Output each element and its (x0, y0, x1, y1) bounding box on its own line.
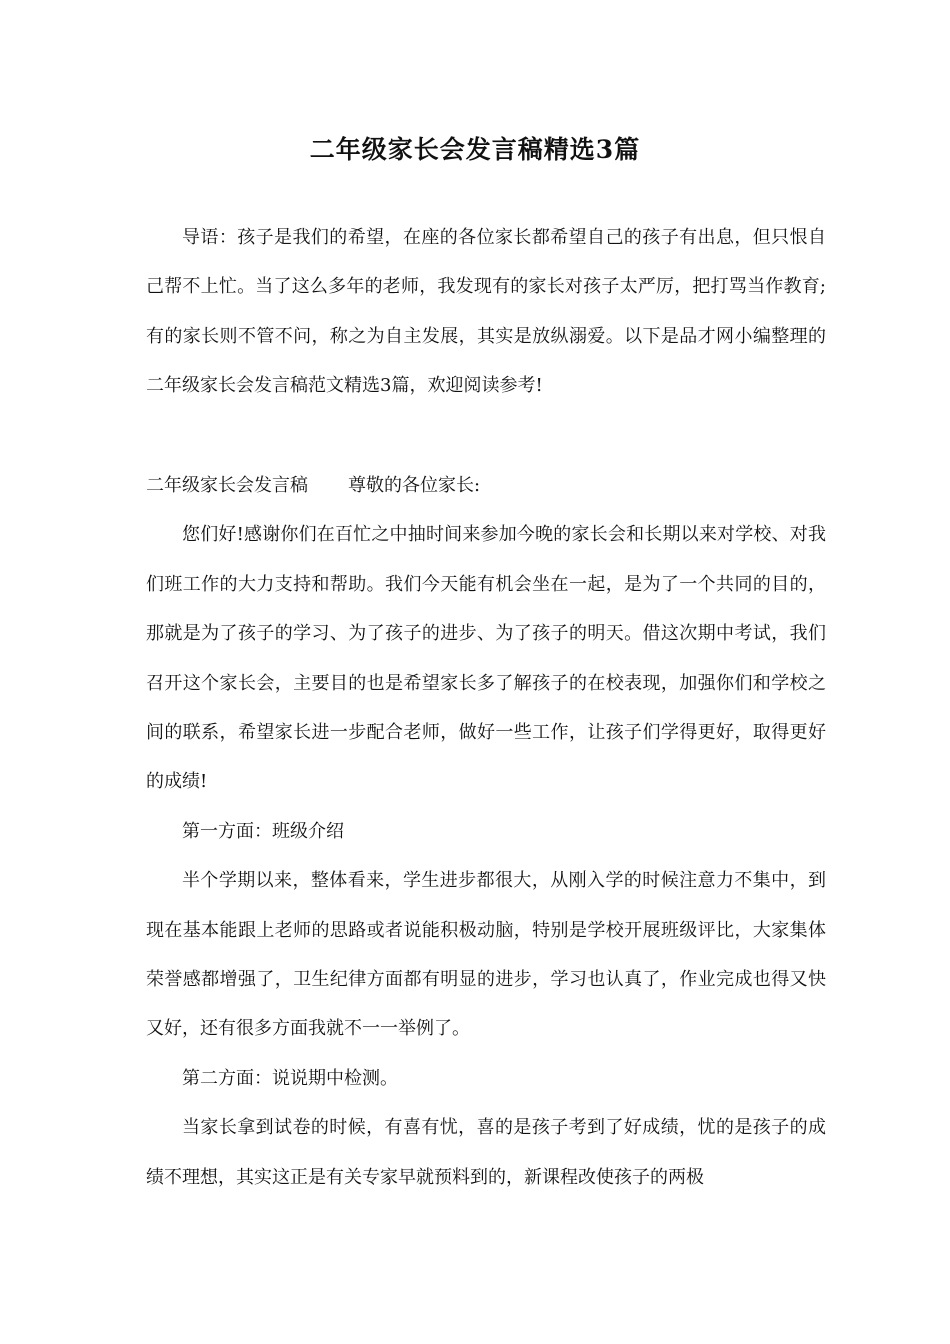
speech-block (146, 461, 826, 1202)
paragraph-class-intro: 半个学期以来，整体看来，学生进步都很大，从刚入学的时候注意力不集中，到现在基本能跟上老师的思路或者说能积极动脑，特别是学校开展班级评比，大家集体荣誉感都增强了，卫生纪律方面都有明显的进步，学习也认真了，作业完成也得又快又好，还有很多方面我就不一一举例了。 (146, 870, 826, 1040)
document-title: 二年级家长会发言稿精选3篇 (309, 135, 641, 164)
intro-block (146, 213, 826, 411)
intro-paragraph: 导语：孩子是我们的希望，在座的各位家长都希望自己的孩子有出息，但只恨自己帮不上忙。当了这么多年的老师，我发现有的家长对孩子太严厉，把打骂当作教育;有的家长则不管不问，称之为自主发展，其实是放纵溺爱。以下是品才网小编整理的二年级家长会发言稿范文精选3篇，欢迎阅读参考! (146, 227, 826, 397)
paragraph-midterm: 当家长拿到试卷的时候，有喜有忧，喜的是孩子考到了好成绩，忧的是孩子的成绩不理想，其实这正是有关专家早就预料到的，新课程改使孩子的两极 (146, 1117, 826, 1188)
section-heading-line (146, 461, 826, 510)
subheading-midterm: 第二方面：说说期中检测。 (182, 1067, 398, 1089)
greeting: 尊敬的各位家长: (348, 475, 481, 496)
subheading-class-intro: 第一方面：班级介绍 (182, 820, 344, 842)
paragraph-welcome: 您们好!感谢你们在百忙之中抽时间来参加今晚的家长会和长期以来对学校、对我们班工作的大力支持和帮助。我们今天能有机会坐在一起，是为了一个共同的目的，那就是为了孩子的学习、为了孩子的进步、为了孩子的明天。借这次期中考试，我们召开这个家长会，主要目的也是希望家长多了解孩子的在校表现，加强你们和学校之间的联系，希望家长进一步配合老师，做好一些工作，让孩子们学得更好，取得更好的成绩! (146, 524, 826, 793)
section-title: 二年级家长会发言稿 (146, 475, 308, 496)
